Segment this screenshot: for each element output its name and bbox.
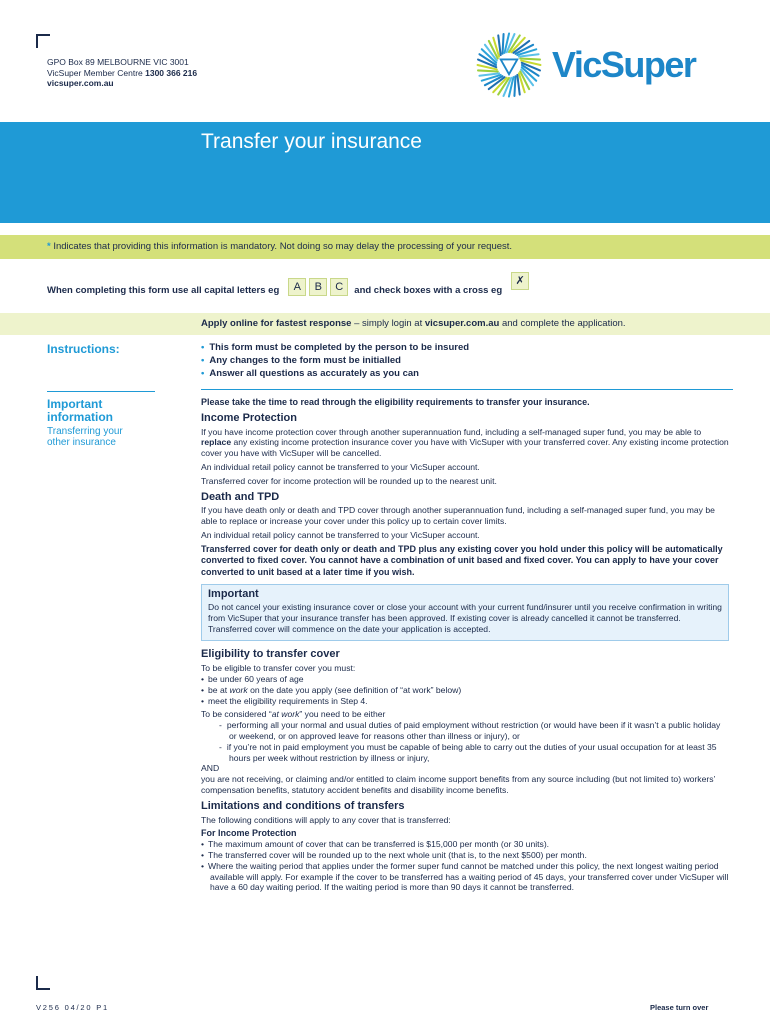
eligibility-intro: To be eligible to transfer cover you must: xyxy=(201,663,356,674)
important-heading-line1: Important xyxy=(47,397,103,411)
at-work-intro: To be considered “at work” you need to be either xyxy=(201,709,386,720)
member-centre-phone: 1300 366 216 xyxy=(145,67,198,78)
instructions-list xyxy=(201,341,469,380)
address-line1: GPO Box 89 MELBOURNE VIC 3001 xyxy=(47,57,189,67)
list-item: • Where the waiting period that applies under the former super fund cannot be matched under this policy, the next longest waiting period available will apply. For example if the cover to be transferred has a waiting period of 45 days, your transferred cover under VicSuper will have a 60 day waiting period. If the waiting period is more than 90 days it cannot be transferred. xyxy=(201,861,729,893)
example-cross-box: ✗ xyxy=(511,272,529,290)
and-text: AND xyxy=(201,763,220,774)
list-item: • be at work on the date you apply (see definition of “at work” below) xyxy=(201,685,729,696)
divider-left xyxy=(47,391,155,392)
income-paragraph-1: If you have income protection cover through another superannuation fund, including a self-managed super fund, you may be able to replace any existing income protection insurance cover you have with VicSuper with your transferred cover. Any existing income protection cover you have with VicSuper will be cancelled. xyxy=(201,426,729,459)
list-item: - performing all your normal and usual duties of paid employment without restriction (or would have been if it wasn’t a public holiday or weekend, or on approved leave for reasons other than illness or injury), or xyxy=(211,720,729,742)
death-paragraph-3: Transferred cover for death only or death and TPD plus any existing cover you hold under this policy will be automatically converted to fixed cover. You cannot have a combination of unit based and fixed cover. You can apply to have your cover converted to unit based at a later time if you wish. xyxy=(201,543,723,577)
capital-letters-instruction xyxy=(47,270,747,296)
income-protection-heading: Income Protection xyxy=(201,411,297,424)
corner-mark-top xyxy=(36,34,50,48)
death-paragraph-1: If you have death only or death and TPD cover through another superannuation fund, including a self-managed super fund, you may be able to replace or increase your cover under this policy up to certain cover limits. xyxy=(201,505,715,527)
important-info-subheading xyxy=(47,426,123,448)
address-block xyxy=(47,57,197,89)
important-notice-text: Do not cancel your existing insurance cover or close your account with your current fund/insurer until you receive confirmation in writing from VicSuper that your insurance transfer has been approved. If existing cover is already cancelled it cannot be transferred. Transferred cover will commence on the date your application is accepted. xyxy=(208,602,722,634)
apply-bold: Apply online for fastest response xyxy=(201,318,352,329)
apply-end: and complete the application. xyxy=(499,318,626,329)
example-letter-box: C xyxy=(330,278,348,296)
list-item: • This form must be completed by the person to be insured xyxy=(201,341,469,354)
logo-ray xyxy=(520,59,540,60)
capitals-text-before: When completing this form use all capital letters eg xyxy=(47,285,280,296)
death-tpd-heading: Death and TPD xyxy=(201,490,280,503)
list-item: - if you’re not in paid employment you must be capable of being able to carry out the duties of your usual occupation for at least 35 hours per week without restriction by illness or injury, xyxy=(211,742,729,764)
instructions-heading: Instructions: xyxy=(47,342,120,356)
limitations-heading: Limitations and conditions of transfers xyxy=(201,799,405,812)
list-item: • be under 60 years of age xyxy=(201,674,729,685)
main-content xyxy=(201,397,729,893)
corner-mark-bottom xyxy=(36,976,50,990)
website-link[interactable]: vicsuper.com.au xyxy=(47,78,114,88)
list-item: • meet the eligibility requirements in Step 4. xyxy=(201,696,729,707)
apply-online-strip xyxy=(0,313,770,335)
subheading-line1: Transferring your xyxy=(47,426,123,437)
eligibility-list xyxy=(201,674,729,706)
example-letter-box: A xyxy=(288,278,306,296)
apply-site-link[interactable]: vicsuper.com.au xyxy=(424,318,500,329)
vicsuper-logo xyxy=(472,30,732,100)
important-notice-box xyxy=(201,584,729,641)
mandatory-asterisk: * xyxy=(47,241,51,252)
example-letter-box: B xyxy=(309,278,327,296)
address-line2: VicSuper Member Centre 1300 366 216 xyxy=(47,67,198,78)
logo-ray xyxy=(514,76,515,96)
income-paragraph-2: An individual retail policy cannot be transferred to your VicSuper account. xyxy=(201,461,480,472)
apply-middle: – simply login at xyxy=(351,318,425,329)
for-income-protection-label: For Income Protection xyxy=(201,828,297,839)
list-item: • Any changes to the form must be initialled xyxy=(201,354,469,367)
capitals-text-after: and check boxes with a cross eg xyxy=(354,285,503,296)
form-code: V256 04/20 P1 xyxy=(36,1003,110,1012)
eligibility-heading: Eligibility to transfer cover xyxy=(201,648,340,661)
mandatory-text: Indicates that providing this information is mandatory. Not doing so may delay the processing of your request. xyxy=(50,241,513,252)
death-paragraph-2: An individual retail policy cannot be transferred to your VicSuper account. xyxy=(201,529,480,540)
important-info-heading xyxy=(47,398,113,424)
limitations-list xyxy=(201,839,729,893)
list-item: • Answer all questions as accurately as you can xyxy=(201,367,469,380)
page-title: Transfer your insurance xyxy=(201,130,422,153)
divider-right xyxy=(201,389,733,390)
title-banner xyxy=(0,122,770,223)
not-receiving-text: you are not receiving, or claiming and/or entitled to claim income support benefits from any source including (but not limited to) workers’ compensation benefits, statutory accident benefits and disability income benefits. xyxy=(201,774,716,796)
important-heading-line2: information xyxy=(47,410,113,424)
mandatory-note xyxy=(0,235,770,259)
important-notice-heading: Important xyxy=(208,588,259,601)
logo-ray xyxy=(503,34,504,54)
starburst-logo-icon xyxy=(472,28,546,102)
logo-text: VicSuper xyxy=(552,44,696,85)
income-paragraph-3: Transferred cover for income protection will be rounded up to the nearest unit. xyxy=(201,475,497,486)
subheading-line2: other insurance xyxy=(47,437,116,448)
logo-ray xyxy=(478,70,498,71)
please-turn-over: Please turn over xyxy=(650,1003,709,1012)
list-item: • The maximum amount of cover that can be transferred is $15,000 per month (or 30 units). xyxy=(201,839,729,850)
list-item: • The transferred cover will be rounded up to the next whole unit (that is, to the next $500) per month. xyxy=(201,850,729,861)
limitations-intro: The following conditions will apply to any cover that is transferred: xyxy=(201,814,451,825)
lead-text: Please take the time to read through the eligibility requirements to transfer your insurance. xyxy=(201,397,590,407)
at-work-list xyxy=(201,720,729,763)
logo-center xyxy=(501,59,518,74)
